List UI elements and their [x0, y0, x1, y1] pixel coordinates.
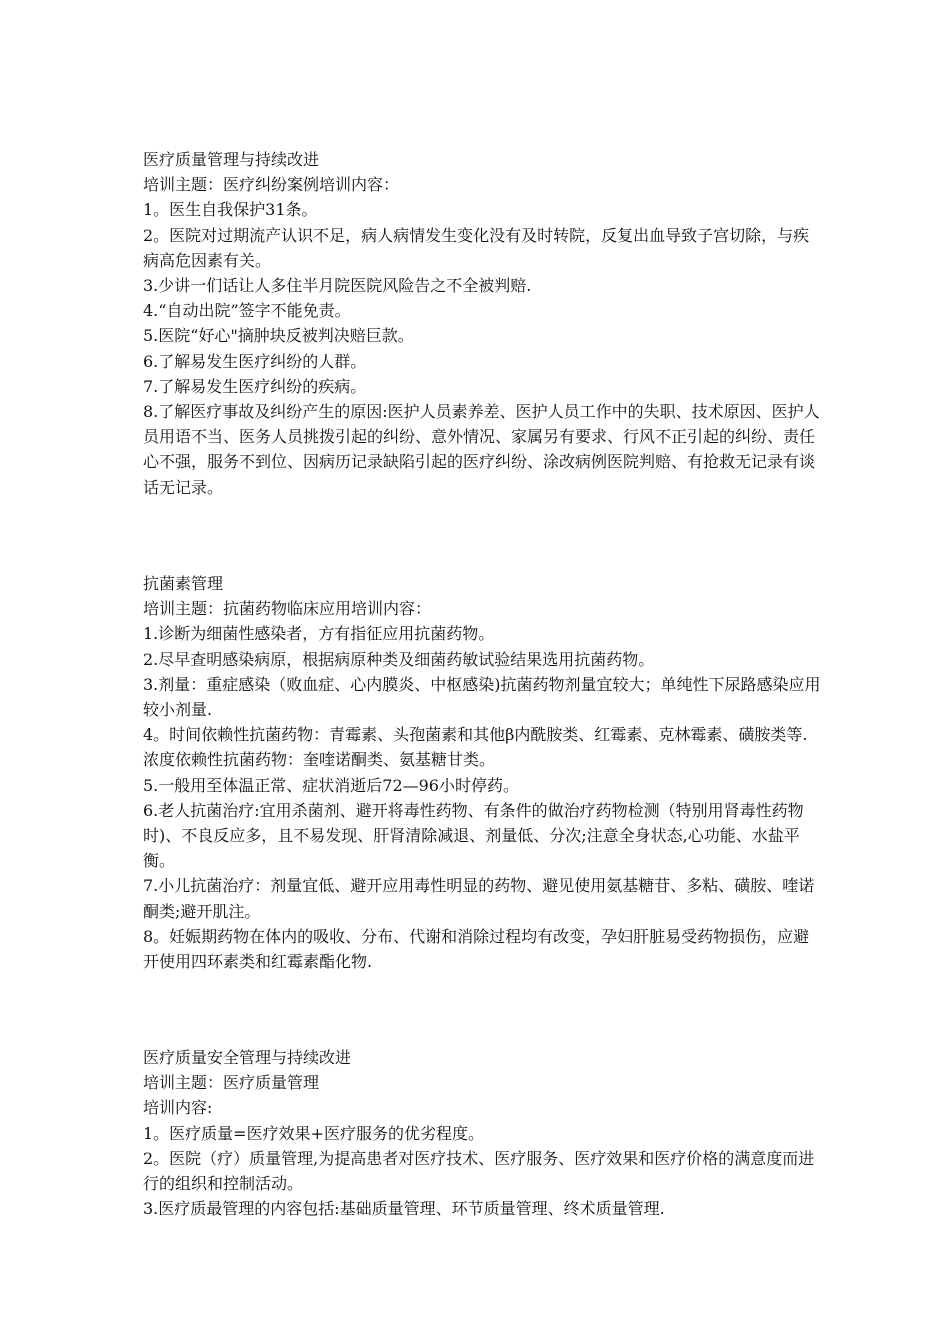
- list-item: 2。医院对过期流产认识不足，病人病情发生变化没有及时转院，反复出血导致子宫切除，与疾病高危因素有关。: [143, 225, 810, 270]
- section-title: 医疗质量管理与持续改进: [143, 150, 320, 169]
- list-item: 6.老人抗菌治疗:宜用杀菌剂、避开将毒性药物、有条件的做治疗药物检测（特别用肾毒性药物时)、不良反应多，且不易发现、肝肾清除减退、剂量低、分次;注意全身状态,心功能、水盐平衡。: [143, 800, 804, 871]
- section-title: 抗菌素管理: [143, 574, 224, 593]
- list-item: 3.剂量：重症感染（败血症、心内膜炎、中枢感染)抗菌药物剂量宜较大；单纯性下尿路感染应用较小剂量.: [143, 674, 821, 720]
- list-item: 培训内容:: [143, 1098, 213, 1118]
- section-title: 医疗质量安全管理与持续改进: [143, 1048, 352, 1067]
- list-item: 5.一般用至体温正常、症状消逝后72—96小时停药。: [143, 775, 519, 795]
- list-item: 5.医院“好心"摘肿块反被判决赔巨款。: [143, 326, 414, 346]
- list-item: 7.小儿抗菌治疗：剂量宜低、避开应用毒性明显的药物、避见使用氨基糖苷、多粘、磺胺、喹诺酮类;避开肌注。: [143, 876, 815, 921]
- section-subtitle: 培训主题：医疗纠纷案例培训内容：: [143, 175, 400, 195]
- list-item: 3.少讲一们话让人多住半月院医院风险告之不全被判赔.: [143, 276, 532, 296]
- list-item: 1。医疗质量=医疗效果+医疗服务的优劣程度。: [143, 1123, 484, 1143]
- list-item: 6.了解易发生医疗纠纷的人群。: [143, 351, 367, 371]
- list-item: 8.了解医疗事故及纠纷产生的原因:医护人员素养差、医护人员工作中的失职、技术原因、医护人员用语不当、医务人员挑拨引起的纠纷、意外情况、家属另有要求、行风不正引起的纠纷、责任心不强，服务不到位、因病历记录缺陷引起的医疗纠纷、涂改病例医院判赔、有抢救无记录有谈话无记录。: [143, 402, 820, 497]
- section-antibiotic-management: [143, 571, 823, 974]
- section-medical-dispute: [143, 147, 823, 500]
- list-item: 4.“自动出院”签字不能免责。: [143, 301, 351, 321]
- list-item: 1。医生自我保护31条。: [143, 200, 318, 220]
- list-item: 4。时间依赖性抗菌药物：青霉素、头孢菌素和其他β内酰胺类、红霉素、克林霉素、磺胺类等.浓度依赖性抗菌药物：奎喹诺酮类、氨基糖甘类。: [143, 725, 808, 770]
- section-subtitle: 培训主题：抗菌药物临床应用培训内容：: [143, 599, 432, 619]
- list-item: 2.尽早查明感染病原，根据病原种类及细菌药敏试验结果选用抗菌药物。: [143, 649, 655, 669]
- section-quality-safety: [143, 1045, 823, 1221]
- list-item: 8。妊娠期药物在体内的吸收、分布、代谢和消除过程均有改变，孕妇肝脏易受药物损伤，应避开使用四环素类和红霉素酯化物.: [143, 926, 810, 972]
- list-item: 7.了解易发生医疗纠纷的疾病。: [143, 376, 367, 396]
- list-item: 2。医院（疗）质量管理,为提高患者对医疗技术、医疗服务、医疗效果和医疗价格的满意度而进行的组织和控制活动。: [143, 1148, 815, 1194]
- section-subtitle: 培训主题：医疗质量管理: [143, 1073, 320, 1093]
- list-item: 3.医疗质最管理的内容包括:基础质量管理、环节质量管理、终术质量管理.: [143, 1199, 665, 1219]
- list-item: 1.诊断为细菌性感染者，方有指征应用抗菌药物。: [143, 624, 495, 644]
